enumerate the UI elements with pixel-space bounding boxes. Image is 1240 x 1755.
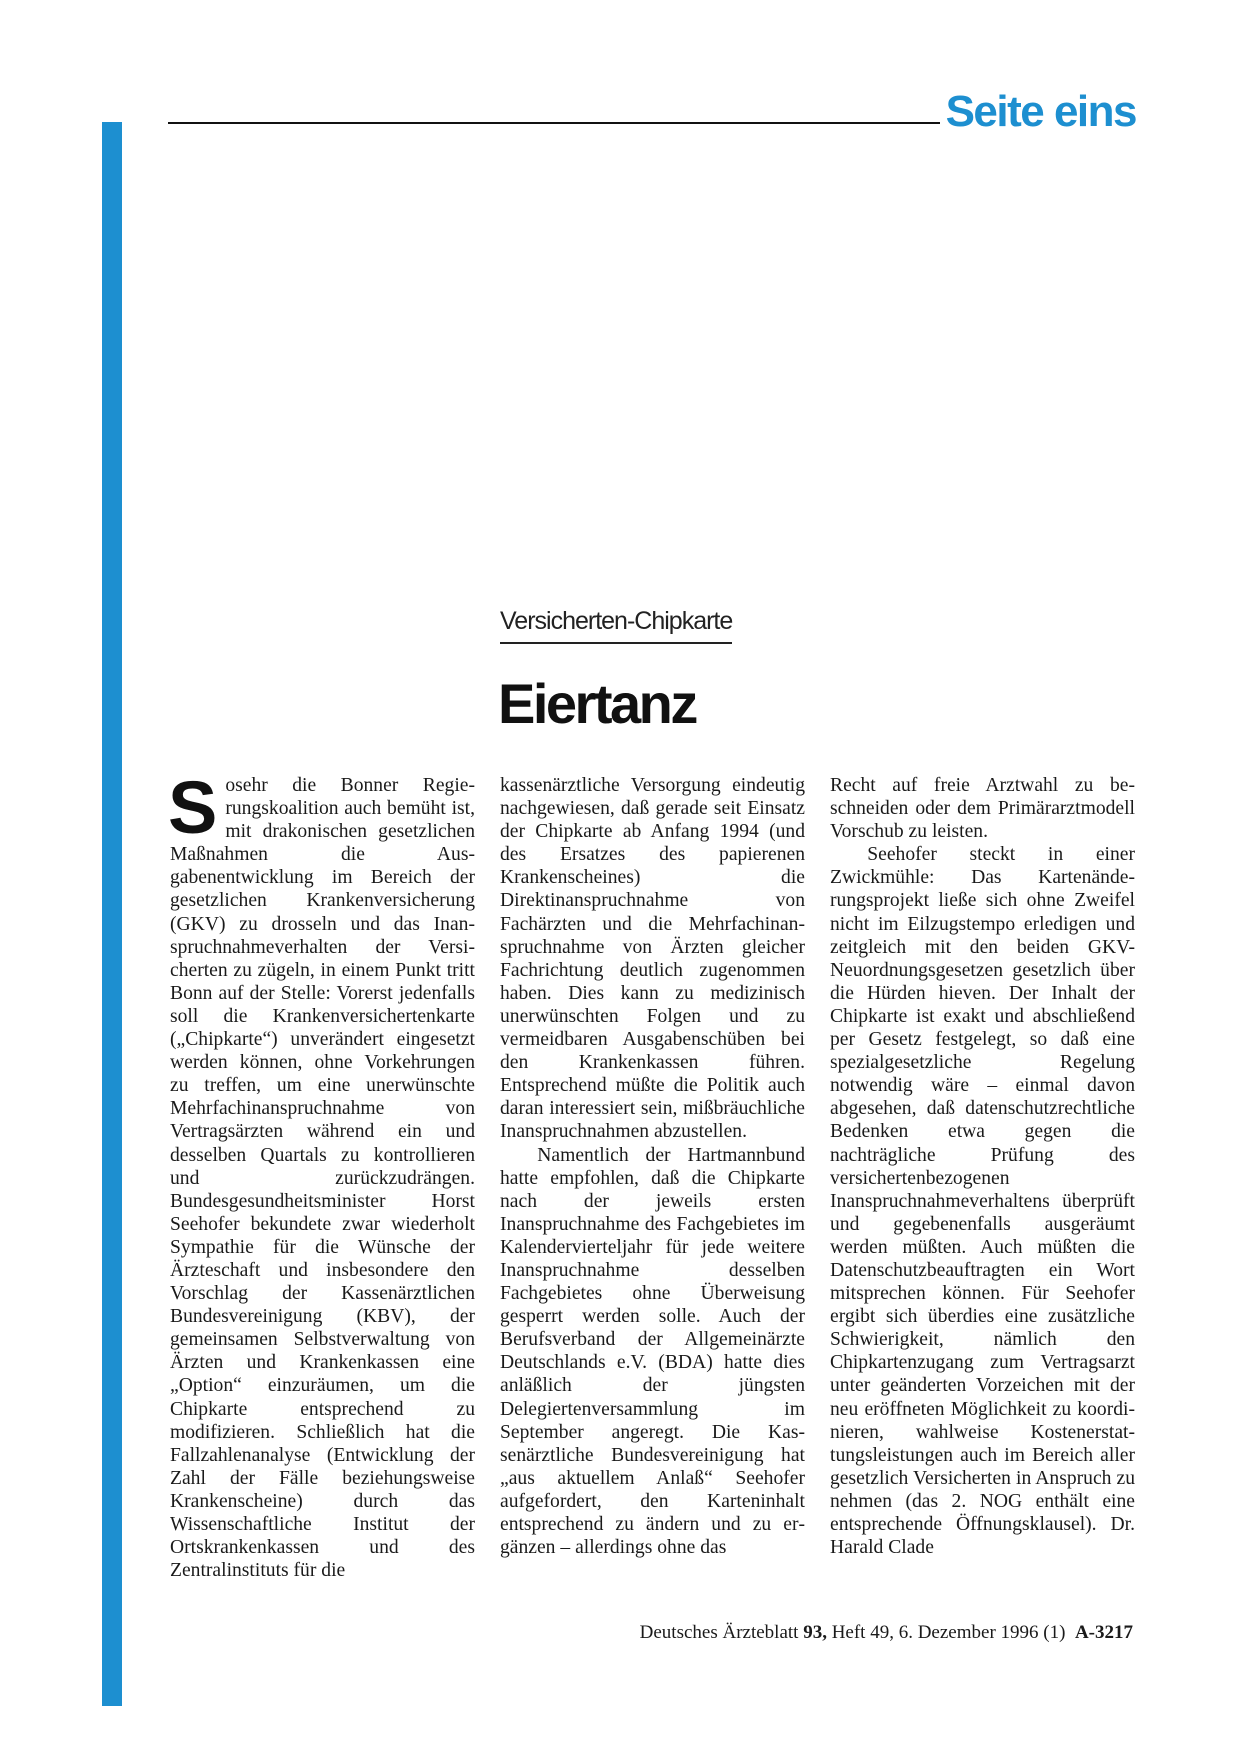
section-label: Seite eins <box>945 87 1136 136</box>
paragraph-text: Seehofer steckt in einer Zwickmühle: Das Kartenänderungsprojekt ließe sich ohne Zweifel nicht im Eilzugstempo erledigen und zeitgleich mit den beiden GKV-Neuordnungsgesetzen gesetzlich über die Hürden hieven. Der Inhalt der Chipkarte ist exakt und abschließend per Gesetz festgelegt, so daß eine spezialgesetzliche Regelung notwendig wäre – einmal davon abgesehen, daß datenschutzrechtliche Bedenken etwa gegen die nachträgliche Prüfung des versichertenbezogenen Inanspruchnahmeverhaltens überprüft und gegebenenfalls ausgeräumt werden müßten. Auch müßten die Datenschutzbeauftragten ein Wort mitsprechen können. Für Seehofer ergibt sich überdies eine zusätzliche Schwierigkeit, nämlich den Chipkartenzugang zum Vertragsarzt unter geänderten Vorzeichen mit der neu eröffneten Möglichkeit zu koordinieren, wahlweise Kostenerstattungsleistungen auch im Bereich aller gesetzlich Versicherten in Anspruch zu nehmen (das 2. NOG enthält eine entsprechende Öffnungsklausel). <box>830 844 1135 1535</box>
journal-name: Deutsches Ärzteblatt <box>639 1622 799 1643</box>
author-signature: Dr. Harald Clade <box>830 1514 1135 1559</box>
article-headline: Eiertanz <box>498 672 696 735</box>
article-paragraph <box>830 843 1135 1559</box>
article-paragraph: Recht auf freie Arztwahl zu beschneiden oder dem Primärarztmodell Vorschub zu leisten. <box>830 775 1135 843</box>
article-kicker: Versicherten-Chipkarte <box>500 608 732 644</box>
article-column-3 <box>830 774 1135 1559</box>
journal-volume: 93, <box>803 1622 827 1643</box>
page-number: A-3217 <box>1074 1622 1133 1643</box>
paragraph-text: osehr die Bonner Regierungskoalition auch bemüht ist, mit drakonischen gesetzlichen Maßnahmen die Ausgabenentwicklung im Bereich der gesetzlichen Krankenversicherung (GKV) zu drosseln und das Inanspruchnahmeverhalten der Versicherten zu zügeln, in einem Punkt tritt Bonn auf der Stelle: Vorerst jedenfalls soll die Krankenversichertenkarte („Chipkarte“) unverändert eingesetzt werden können, ohne Vorkehrungen zu treffen, um eine unerwünschte Mehrfachinanspruchnahme von Vertragsärzten während ein und desselben Quartals zu kontrollieren und zurückzudrängen. Bundesgesundheitsminister Horst Seehofer bekundete zwar wiederholt Sympathie für die Wünsche der Ärzteschaft und insbesondere den Vorschlag der Kassenärztlichen Bundesvereinigung (KBV), der gemeinsamen Selbstverwaltung von Ärzten und Krankenkassen eine „Option“ einzuräumen, um die Chipkarte entsprechend zu modifizieren. Schließlich hat die Fallzahlenanalyse (Entwicklung der Zahl der Fälle beziehungsweise Krankenscheine) durch das Wissenschaftliche Institut der Ortskrankenkassen und des Zentralinstituts für die <box>170 775 475 1582</box>
article-column-1 <box>168 766 475 1582</box>
accent-side-bar <box>102 122 122 1706</box>
header-rule <box>168 122 940 124</box>
article-paragraph <box>168 766 475 1582</box>
page-footer <box>640 1622 1133 1644</box>
drop-cap: S <box>168 766 218 849</box>
article-column-2 <box>500 774 805 1559</box>
article-paragraph: kassenärztliche Versorgung eindeutig nachgewiesen, daß gerade seit Einsatz der Chipkarte ab Anfang 1994 (und des Ersatzes des papierenen Krankenscheines) die Direktinanspruchnahme von Fachärzten und die Mehrfachinanspruchnahme von Ärzten gleicher Fachrichtung deutlich zugenommen haben. Dies kann zu medizinisch unerwünschten Folgen und zu vermeidbaren Ausgabenschüben bei den Krankenkassen führen. Entsprechend müßte die Politik auch daran interessiert sein, mißbräuchliche Inanspruchnahmen abzustellen. <box>500 775 805 1143</box>
article-paragraph: Namentlich der Hartmannbund hatte empfohlen, daß die Chipkarte nach der jeweils ersten Inanspruchnahme des Fachgebietes im Kalendervierteljahr für jede weitere Inanspruchnahme desselben Fachgebietes ohne Überweisung gesperrt werden solle. Auch der Berufsverband der Allgemeinärzte Deutschlands e.V. (BDA) hatte dies anläßlich der jüngsten Delegiertenversammlung im September angeregt. Die Kassenärztliche Bundesvereinigung hat „aus aktuellem Anlaß“ Seehofer aufgefordert, den Karteninhalt entsprechend zu ändern und zu ergänzen – allerdings ohne das <box>500 1144 805 1559</box>
journal-issue: Heft 49, 6. Dezember 1996 (1) <box>831 1622 1066 1643</box>
